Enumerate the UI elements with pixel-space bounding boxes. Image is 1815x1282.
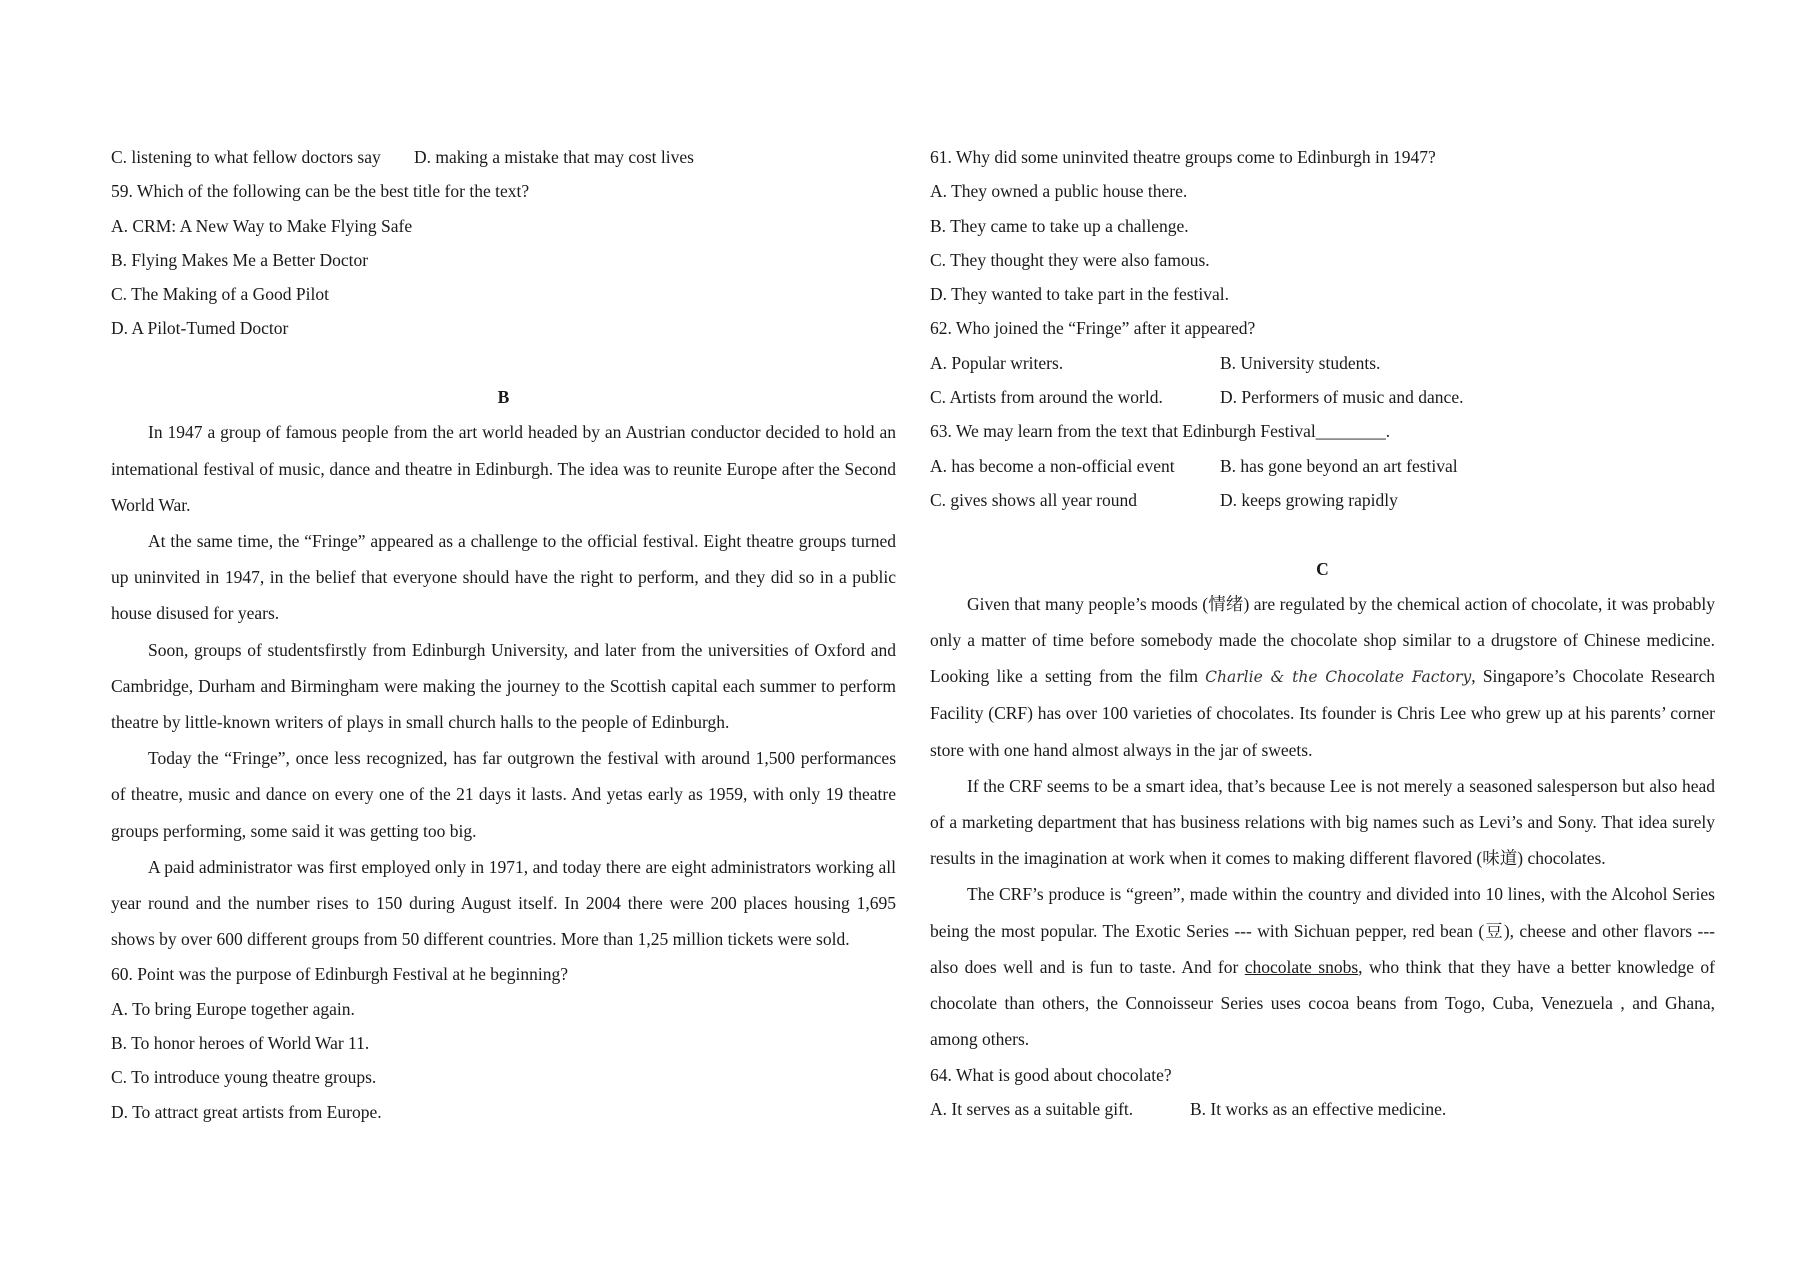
q60-option-b: B. To honor heroes of World War 11.	[111, 1033, 370, 1054]
q62-option-d: D. Performers of music and dance.	[1220, 387, 1464, 408]
q59-option-a: A. CRM: A New Way to Make Flying Safe	[111, 215, 413, 236]
q60-question: 60. Point was the purpose of Edinburgh Festival at he beginning?	[111, 964, 569, 985]
q64-question: 64. What is good about chocolate?	[930, 1064, 1172, 1085]
q59-question: 59. Which of the following can be the best title for the text?	[111, 181, 530, 202]
q58-option-d: D. making a mistake that may cost lives	[414, 147, 694, 167]
paragraph-3-text-end: , who think that they have a better knowledge of chocolate than others, the Connoisseur Series uses cocoa beans from Togo, Cuba, Venezuela , and Ghana, among others.	[930, 956, 1715, 1050]
right-column	[930, 140, 1715, 1126]
section-b-paragraph-4: Today the “Fringe”, once less recognized, has far outgrown the festival with around 1,500 performances of theatre, music and dance on every one of the 21 days it lasts. And yetas early as 1959, with only 19 theatre groups performing, some said it was getting too big.	[111, 748, 896, 841]
section-b-paragraph-2: At the same time, the “Fringe” appeared as a challenge to the official festival. Eight theatre groups turned up uninvited in 1947, in the belief that everyone should have the right to perform, and they did so in a public house disused for years.	[111, 530, 896, 624]
q61-option-b: B. They came to take up a challenge.	[930, 215, 1189, 236]
q64-option-a: A. It serves as a suitable gift.	[930, 1098, 1134, 1119]
q61-option-d: D. They wanted to take part in the festival.	[930, 284, 1230, 305]
section-c-paragraph-3	[930, 876, 1715, 1057]
q58-option-c: C. listening to what fellow doctors say	[111, 147, 381, 167]
q62-options-ab	[930, 346, 1715, 380]
q59-option-d: D. A Pilot-Tumed Doctor	[111, 318, 289, 339]
q60-option-c: C. To introduce young theatre groups.	[111, 1067, 377, 1088]
paragraph-1-text-start: Given that many people’s moods (情绪) are regulated by the chemical action of chocolate, it was probably only a matter of time before somebody made the chocolate shop similar to a drugstore of Chinese medicine. Looking like a setting from the film	[930, 593, 1715, 687]
q59-option-b: B. Flying Makes Me a Better Doctor	[111, 249, 369, 270]
q62-question: 62. Who joined the “Fringe” after it appeared?	[930, 318, 1256, 339]
q61-question: 61. Why did some uninvited theatre groups come to Edinburgh in 1947?	[930, 147, 1436, 167]
q61-option-a: A. They owned a public house there.	[930, 181, 1188, 202]
section-c-paragraph-2: If the CRF seems to be a smart idea, that’s because Lee is not merely a seasoned salesperson but also head of a marketing department that has business relations with big names such as Levi’s and Sony. That idea surely results in the imagination at work when it comes to making different flavored (味道) chocolates.	[930, 775, 1715, 869]
paragraph-3-text-start: The CRF’s produce is “green”, made within the country and divided into 10 lines, with the Alcohol Series being the most popular. The Exotic Series --- with Sichuan pepper, red bean (豆), cheese and other flavors --- also does well and is fun to taste. And for	[930, 884, 1715, 977]
q61-option-c: C. They thought they were also famous.	[930, 249, 1210, 270]
film-title: Charlie & the Chocolate Factory	[1205, 668, 1472, 687]
section-b-paragraph-1: In 1947 a group of famous people from the art world headed by an Austrian conductor decided to hold an intemational festival of music, dance and theatre in Edinburgh. The idea was to reunite Europe after the Second World War.	[111, 422, 896, 515]
q63-option-d: D. keeps growing rapidly	[1220, 489, 1398, 510]
q64-options-ab	[930, 1092, 1715, 1126]
paragraph-1-text-end: , Singapore’s Chocolate Research Facility (CRF) has over 100 varieties of chocolates. Its founder is Chris Lee who grew up at his parents’ corner store with one hand almost always in the jar of sweets.	[930, 666, 1715, 760]
q63-options-ab	[930, 449, 1715, 483]
section-c-heading: C	[1316, 558, 1329, 579]
section-b-paragraph-5: A paid administrator was first employed only in 1971, and today there are eight administrators working all year round and the number rises to 150 during August itself. In 2004 there were 200 places housing 1,695 shows by over 600 different groups from 50 different countries. More than 1,25 million tickets were sold.	[111, 856, 896, 950]
q63-option-a: A. has become a non-official event	[930, 455, 1175, 476]
q60-option-a: A. To bring Europe together again.	[111, 998, 355, 1019]
q62-option-c: C. Artists from around the world.	[930, 387, 1163, 408]
q58-options-cd	[111, 140, 896, 174]
left-column	[111, 140, 896, 1129]
q62-option-a: A. Popular writers.	[930, 352, 1064, 373]
q63-options-cd	[930, 483, 1715, 517]
q64-option-b: B. It works as an effective medicine.	[1190, 1098, 1447, 1119]
underlined-phrase: chocolate snobs	[1244, 956, 1359, 977]
section-b-paragraph-3: Soon, groups of studentsfirstly from Edinburgh University, and later from the universities of Oxford and Cambridge, Durham and Birmingham were making the journey to the Scottish capital each summer to perform theatre by little-known writers of plays in small church halls to the people of Edinburgh.	[111, 639, 896, 732]
section-c-paragraph-1	[930, 586, 1715, 768]
section-b-heading: B	[497, 387, 510, 408]
q62-options-cd	[930, 380, 1715, 414]
q62-option-b: B. University students.	[1220, 352, 1381, 373]
q59-option-c: C. The Making of a Good Pilot	[111, 284, 329, 305]
q60-option-d: D. To attract great artists from Europe.	[111, 1101, 382, 1122]
q63-option-c: C. gives shows all year round	[930, 489, 1138, 510]
q63-option-b: B. has gone beyond an art festival	[1220, 455, 1458, 476]
q63-question: 63. We may learn from the text that Edinburgh Festival________.	[930, 421, 1391, 442]
